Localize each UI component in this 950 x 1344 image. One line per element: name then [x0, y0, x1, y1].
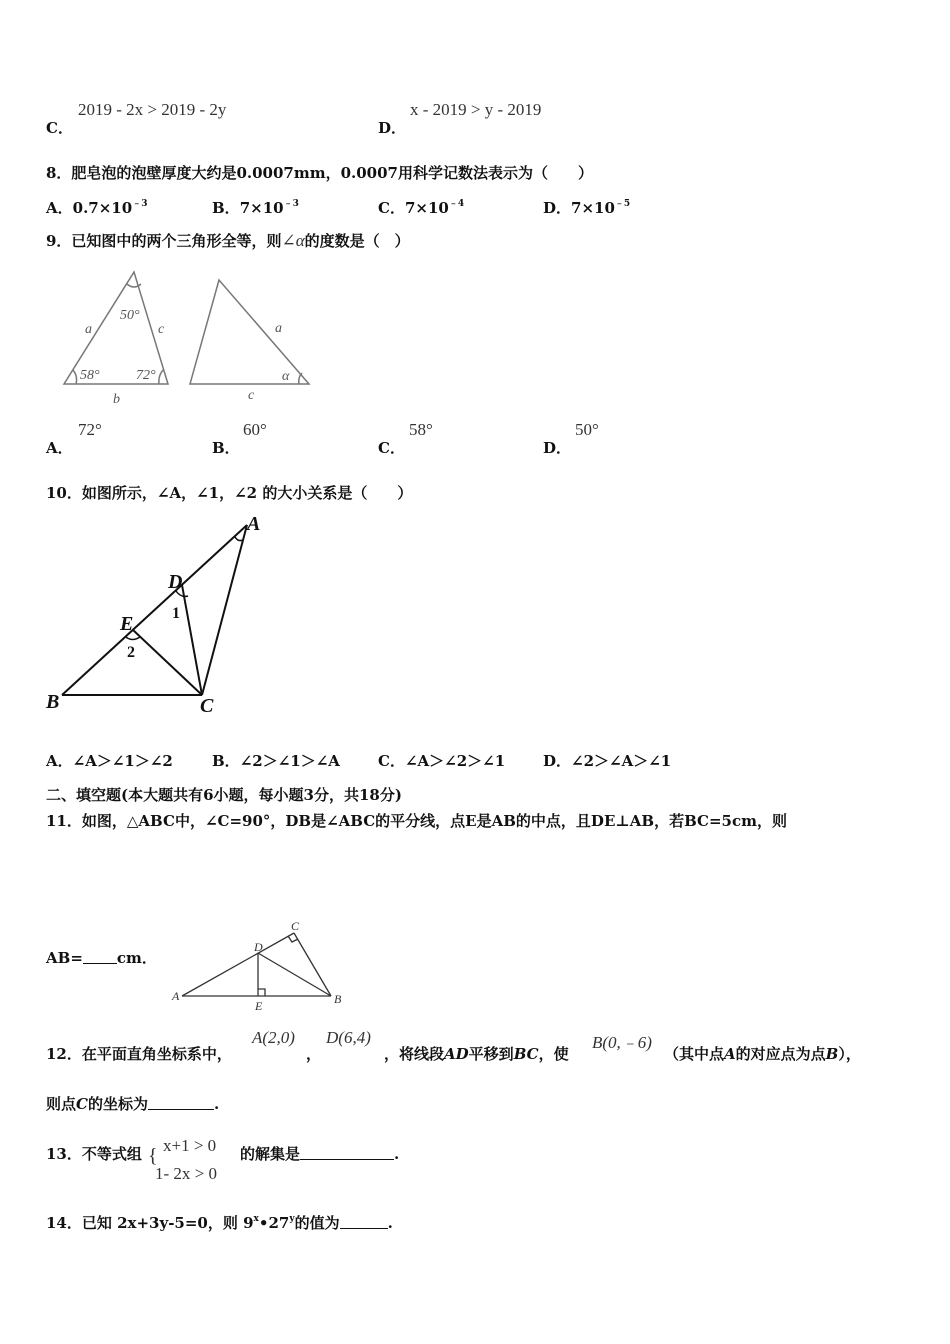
q10-line-ba	[62, 525, 247, 695]
q9-option-b-label: B．	[212, 439, 240, 457]
q9-option-a-value: 72°	[78, 420, 102, 439]
q9-option-c-label: C．	[378, 439, 405, 457]
q11-line-db	[258, 953, 331, 996]
q12-part1: 12．在平面直角坐标系中，	[46, 1045, 232, 1063]
q12-line2: 则点C的坐标为 .	[46, 1095, 220, 1113]
q13-inequality-1: x+1 > 0	[163, 1136, 217, 1155]
q12-point-d: D(6,4)	[326, 1028, 371, 1047]
q10-figure	[40, 510, 280, 720]
q7-option-c-expression: 2019 - 2x > 2019 - 2y	[78, 100, 227, 119]
q14-line: 14．已知 2x+3y-5=0，则 9$^x$•27$^y$的值为 .	[46, 1214, 393, 1232]
q7-option-d-label: D．	[378, 119, 407, 137]
q12-part5-line: （其中点A的对应点为点B），	[664, 1045, 861, 1063]
q9-option-d-value: 50°	[575, 420, 599, 439]
q9-label-top-angle: 50°	[120, 308, 140, 323]
q10-stem: 10．如图所示，∠A，∠1，∠2 的大小关系是（ ）	[46, 484, 413, 502]
q9-stem: 9．已知图中的两个三角形全等，则∠α的度数是（ ）	[46, 231, 410, 250]
q9-label-side-c: c	[158, 322, 165, 337]
q9-triangles-figure	[56, 262, 326, 412]
q10-label-e: E	[120, 613, 134, 635]
q9-label-left-angle: 58°	[80, 368, 100, 383]
q12-part2-line: ，将线段AD平移到BC，使	[384, 1045, 569, 1063]
q8-stem: 8．肥皂泡的泡壁厚度大约是0.0007mm，0.0007用科学记数法表示为（ ）	[46, 164, 593, 182]
q11-label-e: E	[255, 999, 263, 1010]
q9-option-b-value: 60°	[243, 420, 267, 439]
q13-suffix: 的解集是 .	[240, 1145, 400, 1163]
q10-arc-angle-2	[126, 637, 140, 640]
q13-answer-blank[interactable]	[300, 1147, 394, 1160]
q11-label-d: D	[254, 940, 263, 954]
q13-brace: {	[148, 1145, 158, 1167]
q13-prefix: 13．不等式组	[46, 1145, 142, 1163]
q9-label-side-a: a	[85, 322, 92, 337]
section-2-heading: 二、填空题(本大题共有6小题，每小题3分，共18分)	[46, 786, 402, 804]
q10-line-ac	[202, 525, 247, 695]
q11-line-cb	[294, 933, 331, 996]
q10-label-b: B	[46, 691, 60, 713]
q8-option-b: B．$7\times 10^{﹣3}$	[212, 199, 299, 217]
q11-right-angle-e	[258, 989, 265, 996]
q14-answer-blank[interactable]	[340, 1216, 388, 1229]
q12-point-a: A(2,0)	[252, 1028, 295, 1047]
q9-label-side-b: b	[113, 392, 120, 407]
q10-option-d: D．∠2＞∠A＞∠1	[543, 752, 672, 770]
q11-label-c: C	[291, 919, 300, 933]
q8-option-a: A．$0.7\times 10^{﹣3}$	[46, 199, 148, 217]
q11-stem: 11．如图，△ABC中，∠C=90°，DB是∠ABC的平分线，点E是AB的中点，且DE⊥AB，若BC=5cm，则	[46, 812, 787, 830]
q9-t2-label-side-a: a	[275, 321, 282, 336]
q11-answer-line: AB= cm．	[46, 949, 157, 967]
q9-label-right-angle: 72°	[136, 368, 156, 383]
q9-t2-label-alpha: α	[282, 369, 290, 384]
q10-label-c: C	[200, 695, 214, 717]
q7-option-c-label: C．	[46, 119, 73, 137]
q9-option-a-label: A．	[46, 439, 73, 457]
q11-figure	[168, 918, 358, 1010]
q12-comma: ，	[306, 1045, 322, 1063]
q12-point-b: B(0,﹣6)	[592, 1033, 652, 1052]
q9-angle-arc-left	[73, 370, 77, 384]
q10-label-angle-1: 1	[172, 605, 180, 622]
q10-option-c: C．∠A＞∠2＞∠1	[378, 752, 506, 770]
q10-label-d: D	[168, 571, 183, 593]
q8-option-c: C．$7\times 10^{﹣4}$	[378, 199, 465, 217]
q11-label-a: A	[172, 989, 180, 1003]
q9-t2-label-side-c: c	[248, 388, 255, 403]
q10-option-b: B．∠2＞∠1＞∠A	[212, 752, 340, 770]
q12-answer-blank[interactable]	[148, 1097, 214, 1110]
q10-option-a: A．∠A＞∠1＞∠2	[46, 752, 173, 770]
q10-arc-angle-a	[235, 537, 243, 541]
q9-option-c-value: 58°	[409, 420, 433, 439]
q8-option-d: D．$7\times 10^{﹣5}$	[543, 199, 631, 217]
q9-triangle-2	[190, 280, 309, 384]
q9-option-d-label: D．	[543, 439, 572, 457]
q7-option-d-expression: x - 2019 > y - 2019	[410, 100, 542, 119]
q11-label-b: B	[334, 992, 342, 1006]
q11-answer-blank[interactable]	[83, 951, 117, 964]
q9-angle-arc-right	[159, 370, 163, 384]
q13-inequality-2: 1- 2x > 0	[155, 1164, 217, 1183]
q10-label-angle-2: 2	[127, 644, 135, 661]
q10-label-a: A	[247, 513, 261, 535]
q9-angle-arc-alpha	[299, 373, 302, 384]
